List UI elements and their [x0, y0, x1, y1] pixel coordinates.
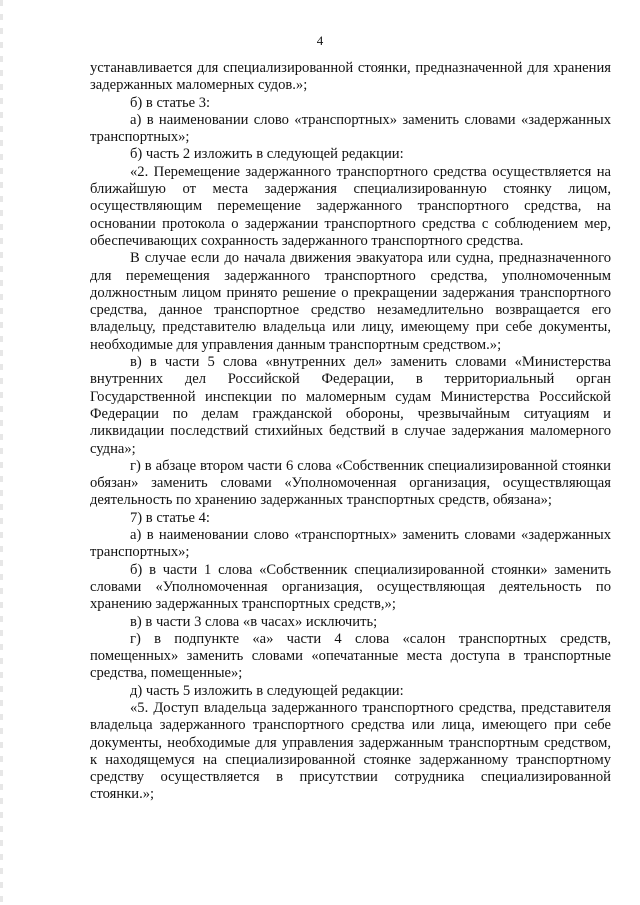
paragraph: б) в статье 3:: [130, 94, 211, 111]
paragraph: а) в наименовании слово «транспортных» заменить словами «задержанных транспортных»;: [90, 527, 611, 561]
paragraph: устанавливается для специализированной стоянки, предназначенной для хранения задержанных маломерных судов.»;: [90, 60, 611, 94]
paragraph: «5. Доступ владельца задержанного транспортного средства, представителя владельца задержанного транспортного средства или лица, имеющего при себе документы, необходимые для управления задержанным транспортным средством, к находящемуся на специализированной стоянке задержанному транспортному средству осуществляется в присутствии сотрудника специализированной стоянки.»;: [90, 699, 611, 803]
paragraph: г) в подпункте «а» части 4 слова «салон транспортных средств, помещенных» заменить словами «опечатанные места доступа в транспортные средства, помещенные»;: [90, 630, 611, 682]
paragraph: б) в части 1 слова «Собственник специализированной стоянки» заменить словами «Уполномоченная организация, осуществляющая деятельность по хранению задержанных транспортных средств,»;: [90, 561, 611, 613]
paragraph: в) в части 3 слова «в часах» исключить;: [130, 613, 378, 630]
document-body: [90, 60, 611, 804]
paragraph: д) часть 5 изложить в следующей редакции:: [130, 682, 404, 699]
page-number: 4: [316, 33, 324, 48]
paragraph: а) в наименовании слово «транспортных» заменить словами «задержанных транспортных»;: [90, 111, 611, 146]
paragraph: В случае если до начала движения эвакуатора или судна, предназначенного для перемещения задержанного транспортного средства, уполномоченным должностным лицом принято решение о прекращении задержания транспортного средства, данное транспортное средство незамедлительно возвращается его владельцу, представителю владельца или лицу, имеющему при себе документы, необходимые для управления данным транспортным средством.»;: [90, 250, 611, 353]
paragraph: 7) в статье 4:: [130, 509, 210, 526]
paragraph: «2. Перемещение задержанного транспортного средства осуществляется на ближайшую от места задержания специализированную стоянку лицом, осуществляющим перемещение задержанного транспортного средства, на основании протокола о задержании транспортного средства с соблюдением мер, обеспечивающих сохранность задержанного транспортного средства.: [90, 163, 611, 249]
paragraph: г) в абзаце втором части 6 слова «Собственник специализированной стоянки обязан» заменить словами «Уполномоченная организация, осуществляющая деятельность по хранению задержанных транспортных средств, обязана»;: [90, 457, 611, 509]
paragraph: в) в части 5 слова «внутренних дел» заменить словами «Министерства внутренних дел Российской Федерации, в территориальный орган Государственной инспекции по маломерным судам Министерства Российской Федерации по делам гражданской обороны, чрезвычайным ситуациям и ликвидации последствий стихийных бедствий в случае задержания маломерного судна»;: [90, 354, 611, 457]
paragraph: б) часть 2 изложить в следующей редакции:: [130, 146, 404, 163]
scan-edge-artifact: [0, 0, 3, 905]
